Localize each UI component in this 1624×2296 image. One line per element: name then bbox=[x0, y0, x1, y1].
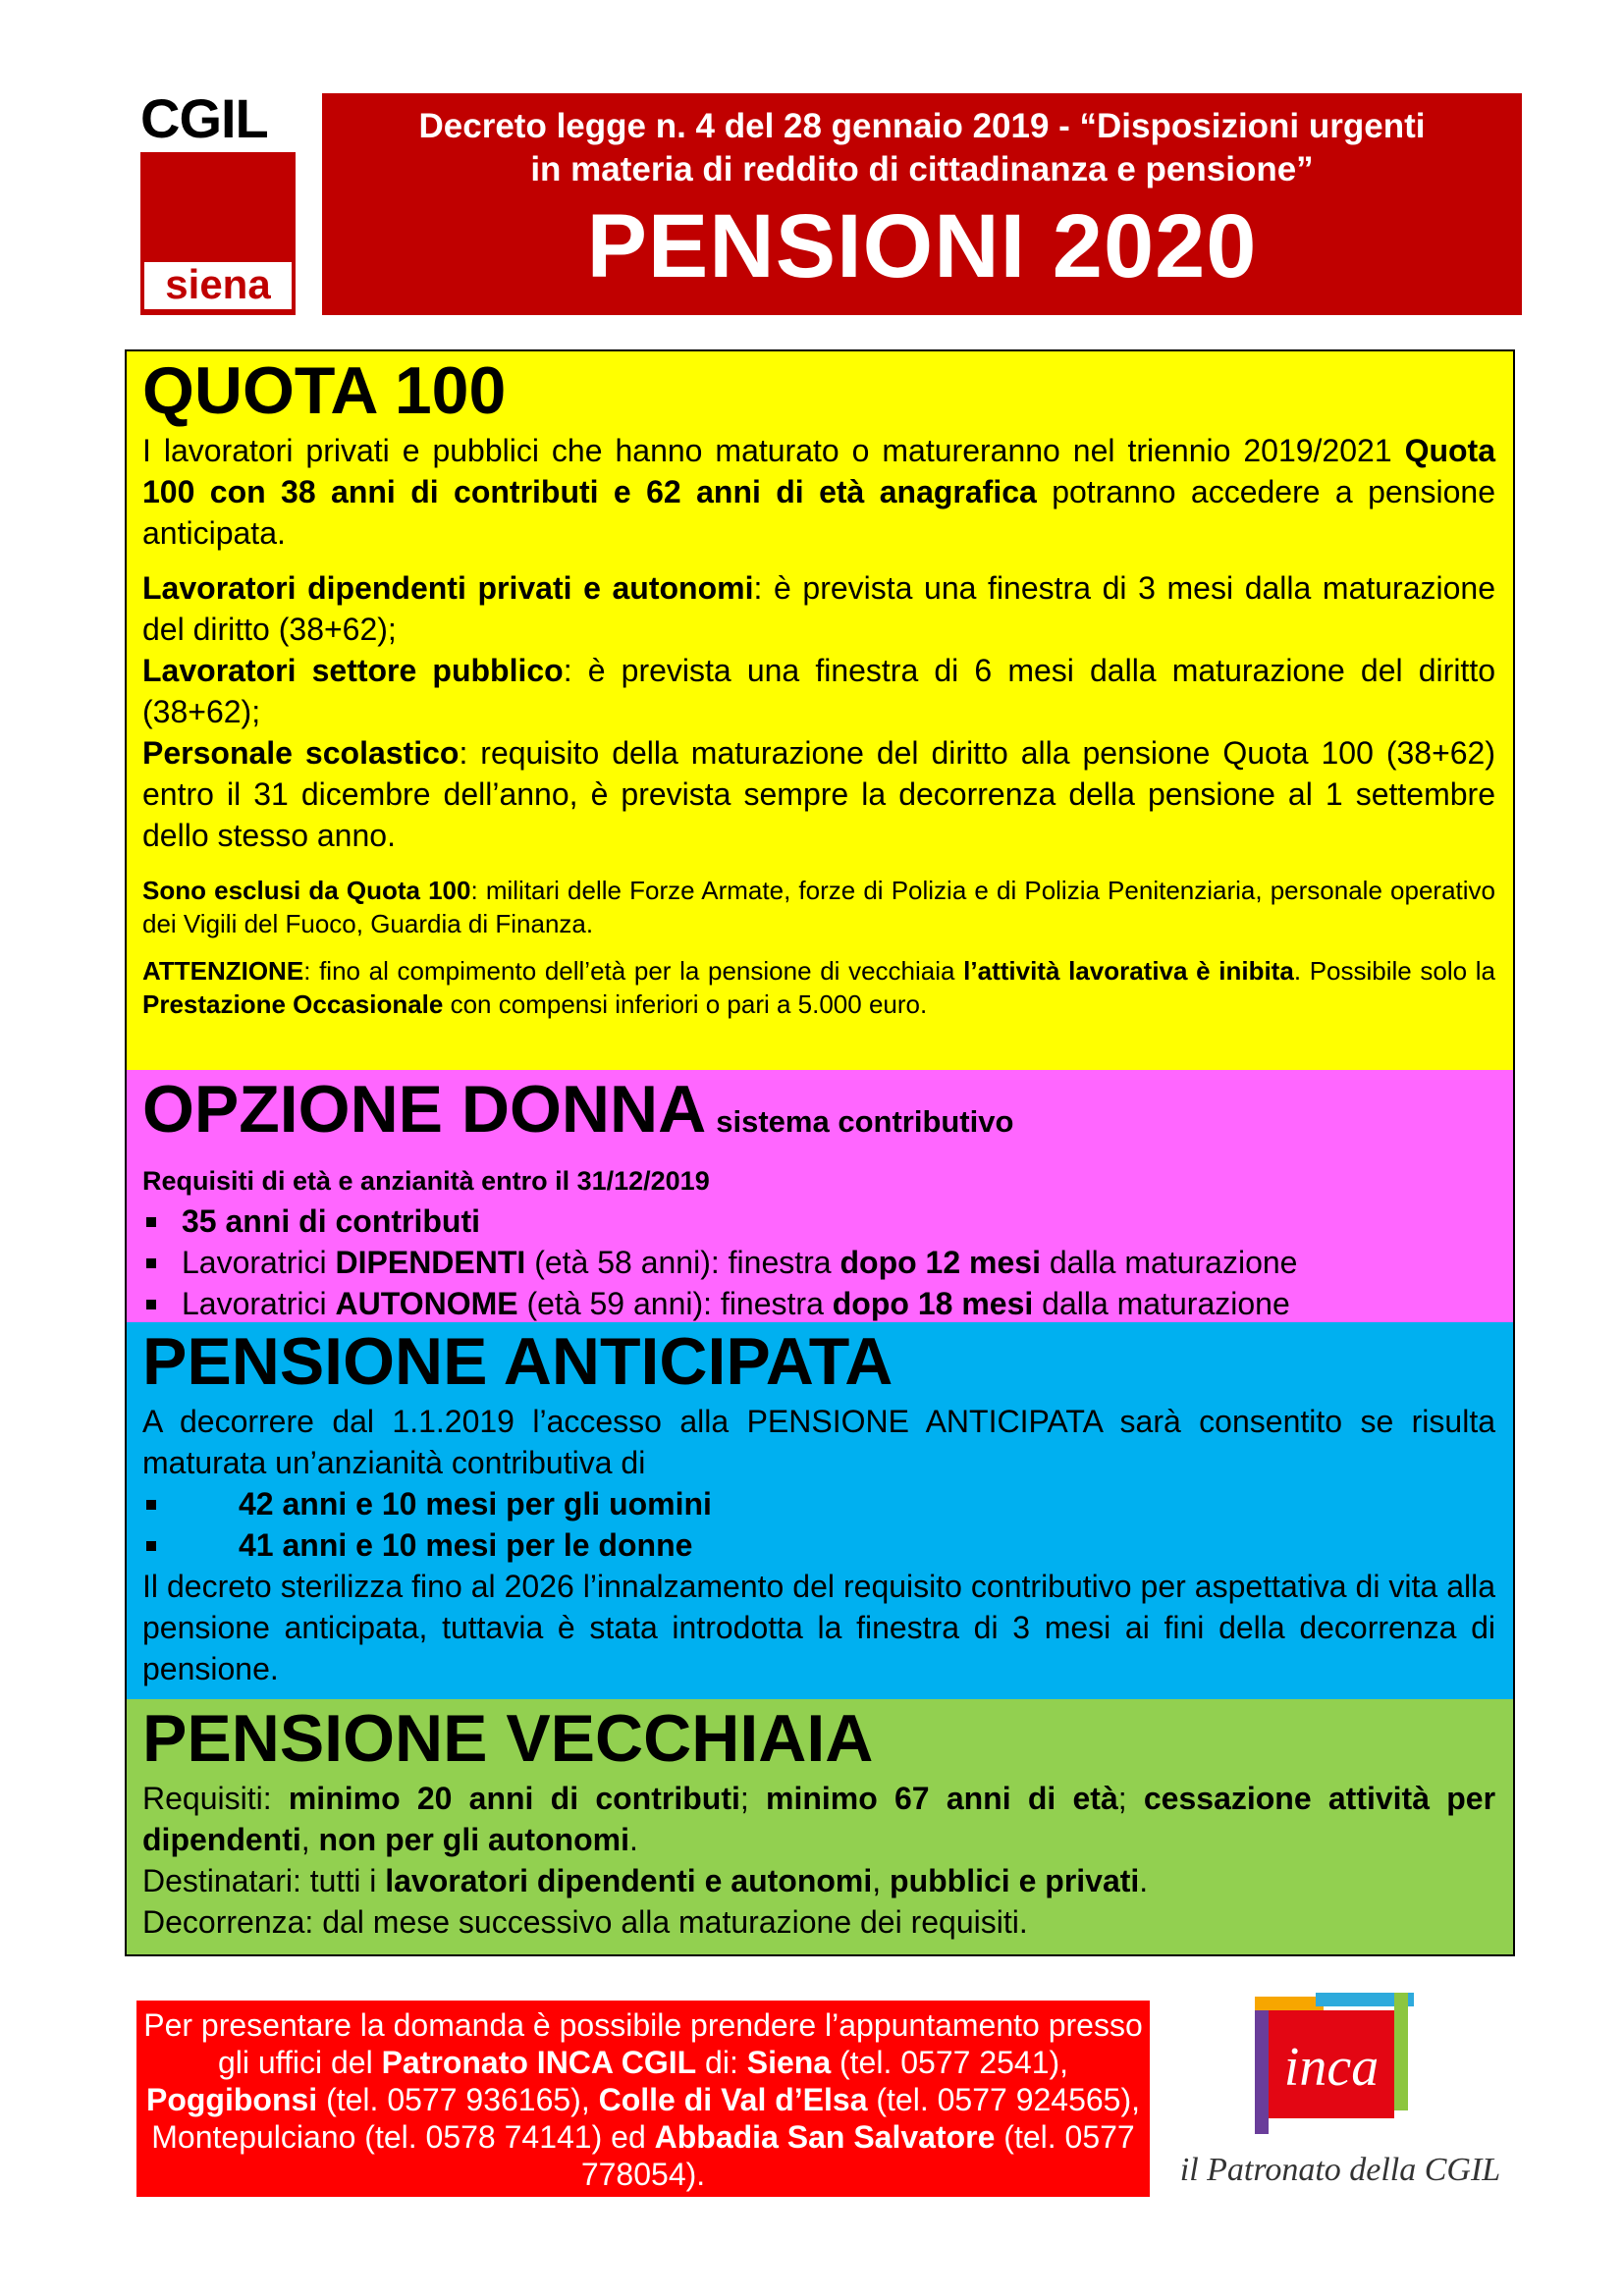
main-content-box bbox=[125, 349, 1515, 1956]
logo-cgil-text: CGIL bbox=[140, 93, 296, 144]
list-item: 41 anni e 10 mesi per le donne bbox=[142, 1524, 1495, 1566]
footer-contact-box: Per presentare la domanda è possibile prendere l’appuntamento presso gli uffici del Patronato INCA CGIL di: Siena (tel. 0577 2541), Poggibonsi (tel. 0577 936165), Colle di Val d’Elsa (tel. 0577 924565), Montepulciano (tel. 0578 74141) ed Abbadia San Salvatore (tel. 0577 778054). bbox=[136, 2001, 1150, 2197]
bullet-square-icon bbox=[146, 1541, 156, 1551]
page-title: PENSIONI 2020 bbox=[586, 196, 1258, 296]
inca-logo-block bbox=[1178, 1993, 1502, 2209]
list-item: 35 anni di contributi bbox=[142, 1201, 1495, 1242]
bullet-square-icon bbox=[146, 1217, 156, 1227]
header-decree-line2: in materia di reddito di cittadinanza e pensione” bbox=[530, 150, 1314, 188]
pensione-anticipata-note: Il decreto sterilizza fino al 2026 l’innalzamento del requisito contributivo per aspettativa di vita alla pensione anticipata, tuttavia è stata introdotta la finestra di 3 mesi ai fini della decorrenza di pensione. bbox=[142, 1569, 1495, 1686]
logo-siena-text: siena bbox=[144, 262, 292, 309]
opzione-donna-requirements: Requisiti di età e anzianità entro il 31/12/2019 bbox=[142, 1166, 710, 1196]
section-pensione-vecchiaia bbox=[127, 1699, 1513, 1956]
section-quota-100 bbox=[127, 351, 1513, 1070]
inca-logo-icon bbox=[1247, 1993, 1414, 2140]
vecchiaia-recipients: Destinatari: tutti i lavoratori dipendenti e autonomi, pubblici e privati. bbox=[142, 1863, 1149, 1898]
quota-100-private-workers: Lavoratori dipendenti privati e autonomi: è prevista una finestra di 3 mesi dalla maturazione del diritto (38+62); bbox=[142, 570, 1496, 647]
section-pensione-anticipata bbox=[127, 1322, 1513, 1699]
vecchiaia-requirements: Requisiti: minimo 20 anni di contributi; minimo 67 anni di età; cessazione attività per dipendenti, non per gli autonomi. bbox=[142, 1781, 1496, 1857]
section-title-pensione-anticipata: PENSIONE ANTICIPATA bbox=[142, 1324, 893, 1399]
header-banner bbox=[322, 93, 1522, 315]
bullet-square-icon bbox=[146, 1300, 156, 1309]
cgil-siena-logo bbox=[140, 87, 296, 315]
header-decree-line1: Decreto legge n. 4 del 28 gennaio 2019 - “Disposizioni urgenti bbox=[418, 107, 1426, 145]
opzione-donna-subtitle: sistema contributivo bbox=[716, 1104, 1014, 1139]
vecchiaia-start-date: Decorrenza: dal mese successivo alla maturazione dei requisiti. bbox=[142, 1904, 1028, 1940]
quota-100-intro: I lavoratori privati e pubblici che hanno maturato o matureranno nel triennio 2019/2021 Quota 100 con 38 anni di contributi e 62 anni di età anagrafica potranno accedere a pensione anticipata. bbox=[142, 433, 1496, 551]
logo-red-block bbox=[140, 152, 296, 315]
quota-100-public-workers: Lavoratori settore pubblico: è prevista una finestra di 6 mesi dalla maturazione del diritto (38+62); bbox=[142, 653, 1496, 729]
quota-100-attention: ATTENZIONE: fino al compimento dell’età per la pensione di vecchiaia l’attività lavorativa è inibita. Possibile solo la Prestazione Occasionale con compensi inferiori o pari a 5.000 euro. bbox=[142, 956, 1495, 1019]
list-item: Lavoratrici AUTONOME (età 59 anni): finestra dopo 18 mesi dalla maturazione bbox=[142, 1283, 1495, 1324]
svg-text:inca: inca bbox=[1283, 2037, 1380, 2098]
section-title-pensione-vecchiaia: PENSIONE VECCHIAIA bbox=[142, 1701, 874, 1776]
quota-100-school-staff: Personale scolastico: requisito della maturazione del diritto alla pensione Quota 100 (38+62) entro il 31 dicembre dell’anno, è prevista sempre la decorrenza della pensione al 1 settembre dello stesso anno. bbox=[142, 735, 1496, 853]
pensione-anticipata-intro: A decorrere dal 1.1.2019 l’accesso alla PENSIONE ANTICIPATA sarà consentito se risulta maturata un’anzianità contributiva di bbox=[142, 1404, 1495, 1480]
inca-tagline: il Patronato della CGIL bbox=[1179, 2152, 1501, 2188]
quota-100-exclusions: Sono esclusi da Quota 100: militari delle Forze Armate, forze di Polizia e di Polizia Penitenziaria, personale operativo dei Vigili del Fuoco, Guardia di Finanza. bbox=[142, 876, 1495, 938]
list-item: 42 anni e 10 mesi per gli uomini bbox=[142, 1483, 1495, 1524]
section-title-quota-100: QUOTA 100 bbox=[142, 353, 507, 428]
list-item: Lavoratrici DIPENDENTI (età 58 anni): finestra dopo 12 mesi dalla maturazione bbox=[142, 1242, 1495, 1283]
section-opzione-donna bbox=[127, 1070, 1513, 1322]
section-title-opzione-donna: OPZIONE DONNA sistema contributivo bbox=[142, 1072, 1014, 1147]
bullet-square-icon bbox=[146, 1258, 156, 1268]
bullet-square-icon bbox=[146, 1500, 156, 1510]
